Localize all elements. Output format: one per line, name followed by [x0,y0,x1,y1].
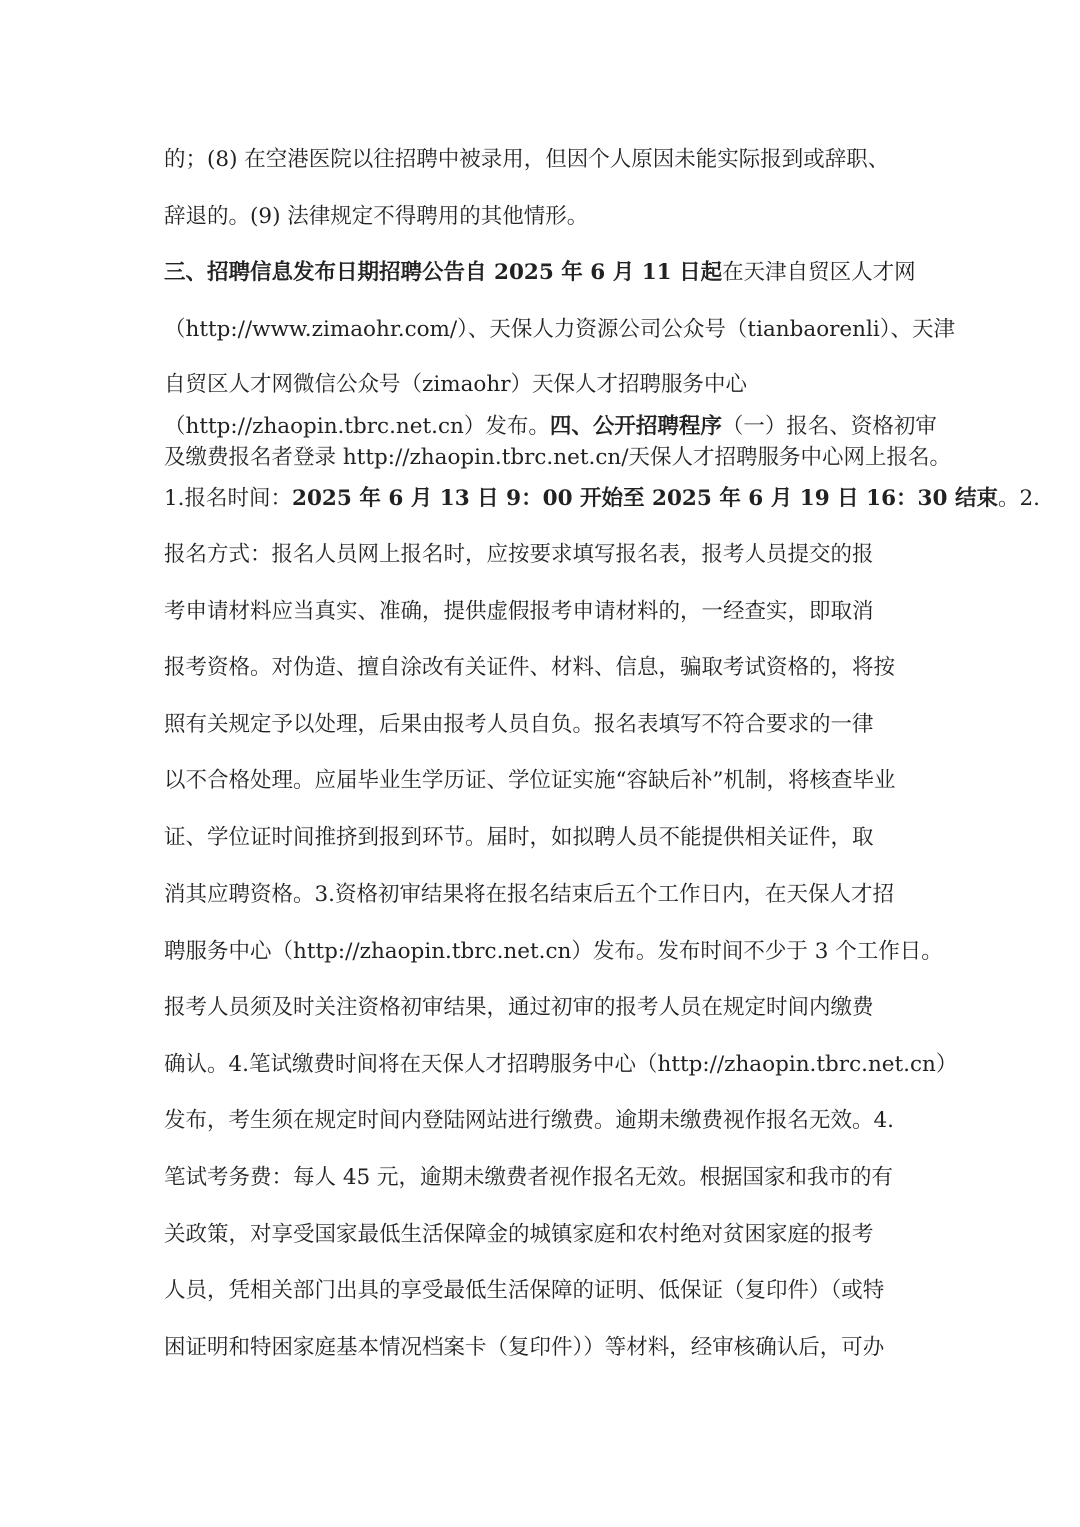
text-line [164,597,874,627]
text-segment: 笔试考务费：每人 45 元，逾期未缴费者视作报名无效。根据国家和我市的有 [164,1165,894,1190]
text-line [164,412,937,442]
text-segment: 发布，考生须在规定时间内登陆网站进行缴费。逾期未缴费视作报名无效。4. [164,1108,895,1133]
text-line [164,315,955,345]
text-segment: 在天津自贸区人才网 [722,260,916,285]
text-segment: 的；(8) 在空港医院以往招聘中被录用，但因个人原因未能实际报到或辞职、 [164,147,890,172]
text-line [164,937,943,967]
text-segment: 1.报名时间： [164,486,293,511]
text-segment: （http://zhaopin.tbrc.net.cn）发布。 [164,414,550,439]
text-segment: 辞退的。(9) 法律规定不得聘用的其他情形。 [164,204,589,229]
section-heading: 三、招聘信息发布日期招聘公告自 2025 年 6 月 11 日起 [164,260,723,285]
text-line [164,1106,894,1136]
text-line [164,766,896,796]
text-line [164,443,951,473]
text-segment: 报名方式：报名人员网上报名时，应按要求填写报名表，报考人员提交的报 [164,542,874,567]
text-segment: 困证明和特困家庭基本情况档案卡（复印件））等材料，经审核确认后，可办 [164,1335,885,1360]
text-line [164,1333,884,1363]
text-line [164,1220,874,1250]
text-segment: （http://www.zimaohr.com/）、天保人力资源公司公众号（tianbaorenli）、天津 [164,317,955,342]
text-segment: 聘服务中心（http://zhaopin.tbrc.net.cn）发布。发布时间不少于 3 个工作日。 [164,939,943,964]
text-segment: 及缴费报名者登录 http://zhaopin.tbrc.net.cn/天保人才招聘服务中心网上报名。 [164,445,951,470]
text-segment: 证、学位证时间推挤到报到环节。届时，如拟聘人员不能提供相关证件，取 [164,825,874,850]
text-segment: 关政策，对享受国家最低生活保障金的城镇家庭和农村绝对贫困家庭的报考 [164,1222,874,1247]
text-line [164,202,588,232]
text-line [164,653,895,683]
text-segment: 确认。4.笔试缴费时间将在天保人才招聘服务中心（http://zhaopin.tbrc.net.cn） [164,1052,958,1077]
text-segment: 报考资格。对伪造、擅自涂改有关证件、材料、信息，骗取考试资格的，将按 [164,655,896,680]
registration-time: 2025 年 6 月 13 日 9：00 开始至 2025 年 6 月 19 日 16：30 结束 [292,486,998,511]
text-line [164,540,874,570]
text-segment: 照有关规定予以处理，后果由报考人员自负。报名表填写不符合要求的一律 [164,712,874,737]
section-heading-line [164,258,916,288]
text-line [164,1276,884,1306]
text-line [164,145,889,175]
text-line [164,993,874,1023]
text-line [164,710,874,740]
text-line [164,484,1040,514]
text-segment: 报考人员须及时关注资格初审结果，通过初审的报考人员在规定时间内缴费 [164,995,874,1020]
text-segment: 以不合格处理。应届毕业生学历证、学位证实施“容缺后补”机制，将核查毕业 [164,768,896,793]
text-segment: 自贸区人才网微信公众号（zimaohr）天保人才招聘服务中心 [164,372,747,397]
text-line [164,823,874,853]
text-segment: 人员，凭相关部门出具的享受最低生活保障的证明、低保证（复印件）（或特 [164,1278,885,1303]
text-line [164,370,747,400]
text-segment: 考申请材料应当真实、准确，提供虚假报考申请材料的，一经查实，即取消 [164,599,874,624]
text-line [164,1163,893,1193]
section-heading: 四、公开招聘程序 [549,414,722,439]
text-segment: 消其应聘资格。3.资格初审结果将在报名结束后五个工作日内，在天保人才招 [164,882,895,907]
text-segment: （一）报名、资格初审 [721,414,937,439]
text-line [164,880,894,910]
text-line [164,1050,957,1080]
text-segment: 。2. [997,486,1040,511]
